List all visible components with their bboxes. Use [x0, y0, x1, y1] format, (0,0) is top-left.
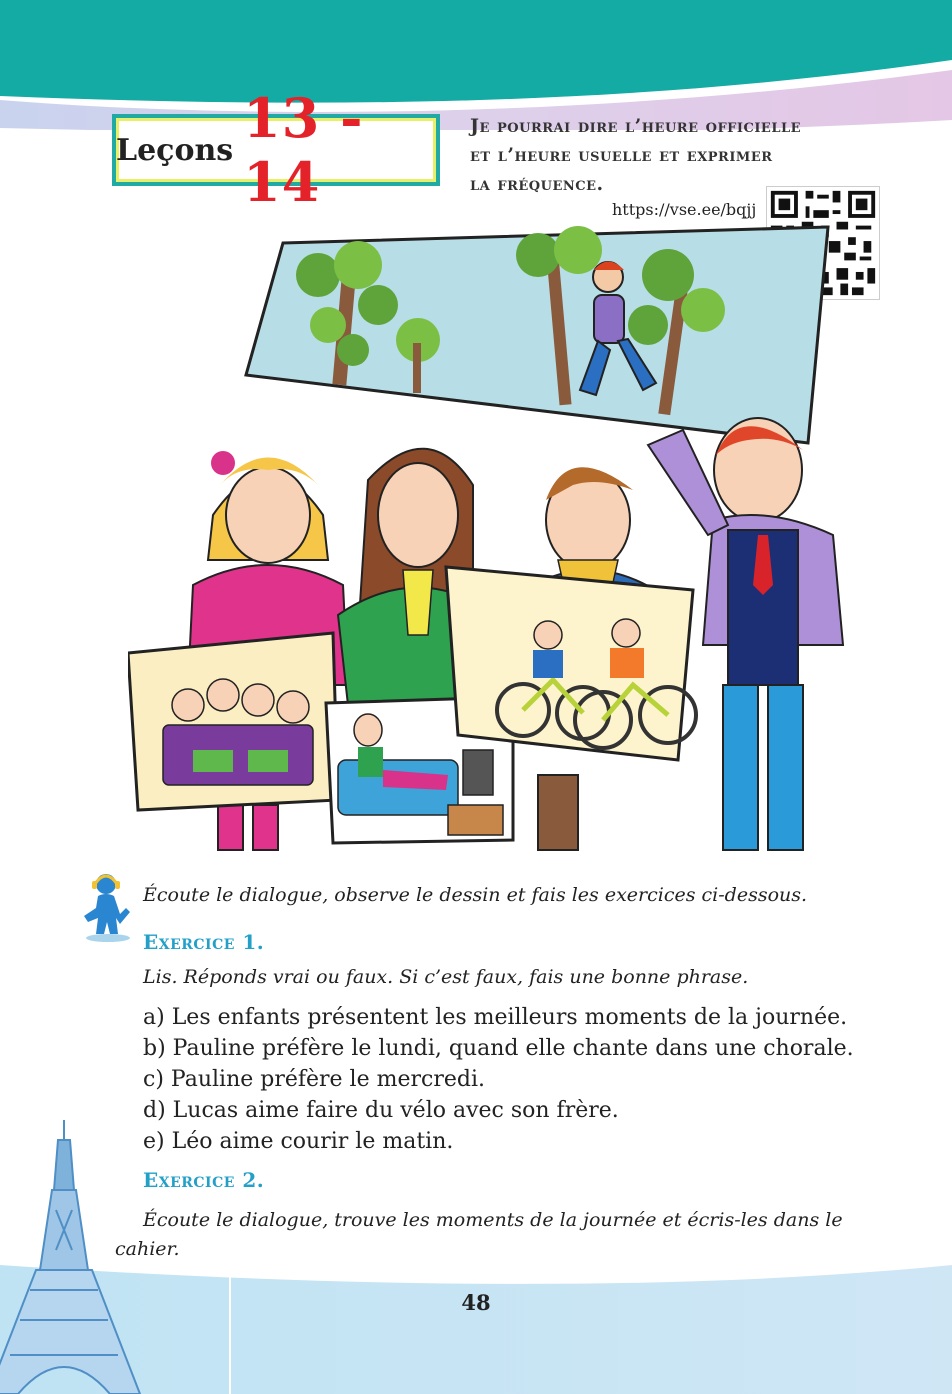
exercise-1-title: Exercice 1.: [143, 930, 265, 954]
statement-item: c) Pauline préfère le mercredi.: [143, 1067, 485, 1092]
top-banner: [0, 0, 952, 130]
page-number: 48: [461, 1290, 491, 1315]
exercise-1-statements: [143, 1002, 854, 1157]
running-boy-picture: [246, 226, 828, 443]
exercise-2-title: Exercice 2.: [143, 1168, 265, 1192]
eiffel-tower-icon: [0, 1120, 200, 1394]
exercise-2-instruction: Écoute le dialogue, trouve les moments de la journée et écris-les dans le cahier.: [115, 1209, 843, 1260]
qr-url[interactable]: https://vse.ee/bqjj: [612, 200, 757, 219]
listening-instruction: Écoute le dialogue, observe le dessin et fais les exercices ci-dessous.: [143, 884, 808, 906]
objective-line: Je pourrai dire l’heure officielle: [470, 115, 802, 137]
lesson-number: 13 - 14: [243, 86, 364, 214]
statement-item: a) Les enfants présentent les meilleurs moments de la journée.: [143, 1005, 848, 1030]
statement-item: b) Pauline préfère le lundi, quand elle chante dans une chorale.: [143, 1036, 854, 1061]
lesson-badge: [112, 86, 440, 214]
listen-icon: [76, 870, 140, 942]
objective-line: la fréquence.: [470, 173, 604, 195]
objective-line: et l’heure usuelle et exprimer: [470, 144, 773, 166]
choir-picture: [128, 633, 338, 810]
exercise-1-instruction: Lis. Réponds vrai ou faux. Si c’est faux, fais une bonne phrase.: [143, 966, 749, 988]
statement-item: d) Lucas aime faire du vélo avec son frère.: [143, 1098, 619, 1123]
children-illustration: [128, 215, 848, 855]
statement-item: e) Léo aime courir le matin.: [143, 1129, 454, 1154]
lesson-label: Leçons: [116, 132, 234, 168]
cycling-picture: [446, 567, 696, 760]
